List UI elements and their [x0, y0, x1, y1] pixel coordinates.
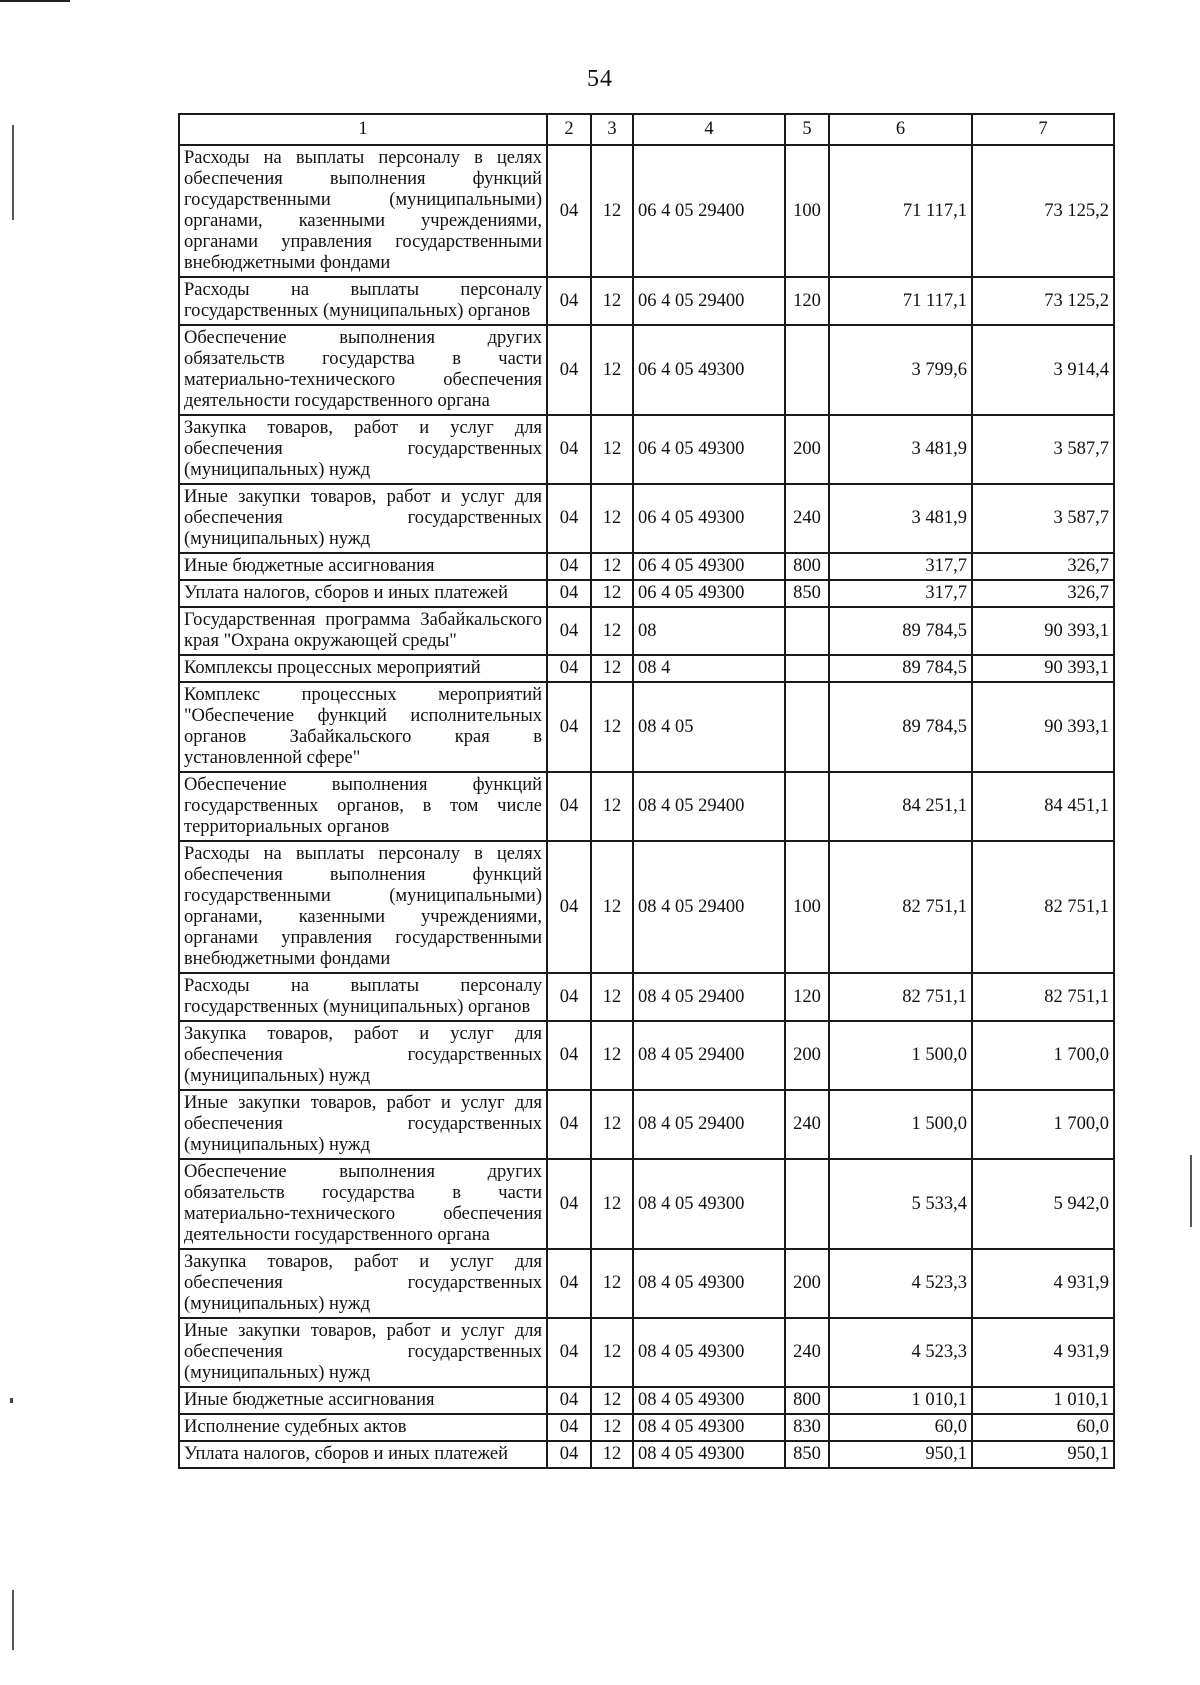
row-amount-year1-cell: 89 784,5 — [829, 655, 972, 682]
row-amount-year2-cell: 90 393,1 — [972, 655, 1114, 682]
row-expense-type-cell: 850 — [785, 580, 829, 607]
row-expense-type-cell — [785, 655, 829, 682]
row-target-article-cell: 08 4 05 — [633, 682, 785, 772]
row-name-cell: Исполнение судебных актов — [179, 1414, 547, 1441]
table-row — [179, 580, 1114, 607]
row-amount-year2-cell: 84 451,1 — [972, 772, 1114, 841]
scan-margin-line — [12, 125, 14, 220]
row-section-cell: 04 — [547, 655, 591, 682]
row-target-article-cell: 08 4 05 49300 — [633, 1159, 785, 1249]
row-amount-year1-cell: 950,1 — [829, 1441, 972, 1468]
table-row — [179, 1441, 1114, 1468]
table-row — [179, 1249, 1114, 1318]
column-header: 4 — [633, 114, 785, 145]
row-subsection-cell: 12 — [591, 655, 633, 682]
scan-margin-line — [12, 1590, 14, 1650]
row-expense-type-cell — [785, 772, 829, 841]
row-subsection-cell: 12 — [591, 1090, 633, 1159]
row-expense-type-cell — [785, 325, 829, 415]
row-subsection-cell: 12 — [591, 1249, 633, 1318]
table-row — [179, 325, 1114, 415]
row-section-cell: 04 — [547, 415, 591, 484]
row-expense-type-cell: 800 — [785, 553, 829, 580]
row-subsection-cell: 12 — [591, 145, 633, 277]
row-name-cell: Обеспечение выполнения других обязательств государства в части материально-технического обеспечения деятельности государственного органа — [179, 1159, 547, 1249]
table-row — [179, 1021, 1114, 1090]
row-amount-year1-cell: 82 751,1 — [829, 841, 972, 973]
row-subsection-cell: 12 — [591, 553, 633, 580]
row-subsection-cell: 12 — [591, 1021, 633, 1090]
row-target-article-cell: 08 4 05 29400 — [633, 1090, 785, 1159]
row-amount-year1-cell: 89 784,5 — [829, 607, 972, 655]
row-target-article-cell: 08 4 — [633, 655, 785, 682]
row-amount-year2-cell: 60,0 — [972, 1414, 1114, 1441]
row-amount-year2-cell: 4 931,9 — [972, 1318, 1114, 1387]
row-target-article-cell: 08 4 05 49300 — [633, 1249, 785, 1318]
row-name-cell: Расходы на выплаты персоналу государственных (муниципальных) органов — [179, 277, 547, 325]
row-target-article-cell: 06 4 05 49300 — [633, 580, 785, 607]
row-section-cell: 04 — [547, 1318, 591, 1387]
row-name-cell: Иные закупки товаров, работ и услуг для обеспечения государственных (муниципальных) нужд — [179, 1318, 547, 1387]
column-header: 7 — [972, 114, 1114, 145]
row-section-cell: 04 — [547, 841, 591, 973]
row-amount-year2-cell: 326,7 — [972, 553, 1114, 580]
page-number: 54 — [587, 66, 613, 92]
row-amount-year2-cell: 73 125,2 — [972, 145, 1114, 277]
row-amount-year1-cell: 82 751,1 — [829, 973, 972, 1021]
row-subsection-cell: 12 — [591, 484, 633, 553]
table-row — [179, 1318, 1114, 1387]
row-amount-year2-cell: 82 751,1 — [972, 841, 1114, 973]
row-target-article-cell: 06 4 05 29400 — [633, 277, 785, 325]
row-expense-type-cell: 200 — [785, 1021, 829, 1090]
row-section-cell: 04 — [547, 277, 591, 325]
row-subsection-cell: 12 — [591, 1318, 633, 1387]
row-name-cell: Иные бюджетные ассигнования — [179, 553, 547, 580]
column-header: 6 — [829, 114, 972, 145]
row-expense-type-cell: 240 — [785, 1318, 829, 1387]
table-row — [179, 655, 1114, 682]
row-name-cell: Иные закупки товаров, работ и услуг для обеспечения государственных (муниципальных) нужд — [179, 1090, 547, 1159]
row-name-cell: Комплекс процессных мероприятий "Обеспечение функций исполнительных органов Забайкальского края в установленной сфере" — [179, 682, 547, 772]
row-amount-year2-cell: 73 125,2 — [972, 277, 1114, 325]
row-amount-year1-cell: 317,7 — [829, 553, 972, 580]
row-section-cell: 04 — [547, 1441, 591, 1468]
row-subsection-cell: 12 — [591, 1387, 633, 1414]
row-amount-year2-cell: 1 700,0 — [972, 1021, 1114, 1090]
row-section-cell: 04 — [547, 772, 591, 841]
row-subsection-cell: 12 — [591, 325, 633, 415]
row-subsection-cell: 12 — [591, 841, 633, 973]
row-amount-year2-cell: 326,7 — [972, 580, 1114, 607]
row-expense-type-cell: 240 — [785, 1090, 829, 1159]
table-body — [179, 145, 1114, 1468]
row-amount-year1-cell: 60,0 — [829, 1414, 972, 1441]
row-section-cell: 04 — [547, 553, 591, 580]
scan-corner-mark — [0, 0, 70, 2]
scan-speck — [10, 1398, 13, 1403]
row-target-article-cell: 08 4 05 49300 — [633, 1318, 785, 1387]
row-amount-year1-cell: 1 010,1 — [829, 1387, 972, 1414]
row-section-cell: 04 — [547, 1021, 591, 1090]
row-target-article-cell: 06 4 05 29400 — [633, 145, 785, 277]
row-subsection-cell: 12 — [591, 1441, 633, 1468]
table-row — [179, 415, 1114, 484]
row-subsection-cell: 12 — [591, 607, 633, 655]
row-name-cell: Государственная программа Забайкальского края "Охрана окружающей среды" — [179, 607, 547, 655]
row-target-article-cell: 08 4 05 49300 — [633, 1441, 785, 1468]
row-target-article-cell: 08 — [633, 607, 785, 655]
row-expense-type-cell: 200 — [785, 1249, 829, 1318]
table-row — [179, 973, 1114, 1021]
scan-margin-line — [1190, 1155, 1192, 1227]
row-target-article-cell: 08 4 05 29400 — [633, 841, 785, 973]
table-header-row — [179, 114, 1114, 145]
table-row — [179, 1414, 1114, 1441]
row-section-cell: 04 — [547, 1090, 591, 1159]
row-section-cell: 04 — [547, 607, 591, 655]
row-expense-type-cell — [785, 1159, 829, 1249]
row-amount-year2-cell: 3 914,4 — [972, 325, 1114, 415]
row-amount-year2-cell: 90 393,1 — [972, 607, 1114, 655]
row-expense-type-cell: 800 — [785, 1387, 829, 1414]
row-section-cell: 04 — [547, 325, 591, 415]
row-expense-type-cell: 850 — [785, 1441, 829, 1468]
row-amount-year1-cell: 84 251,1 — [829, 772, 972, 841]
row-subsection-cell: 12 — [591, 973, 633, 1021]
row-expense-type-cell — [785, 607, 829, 655]
row-name-cell: Закупка товаров, работ и услуг для обеспечения государственных (муниципальных) нужд — [179, 1021, 547, 1090]
row-target-article-cell: 08 4 05 49300 — [633, 1414, 785, 1441]
row-name-cell: Расходы на выплаты персоналу в целях обеспечения выполнения функций государственными (муниципальными) органами, казенными учреждениями, органами управления государственными внебюджетными фондами — [179, 145, 547, 277]
row-target-article-cell: 06 4 05 49300 — [633, 484, 785, 553]
row-expense-type-cell: 120 — [785, 277, 829, 325]
row-amount-year2-cell: 1 010,1 — [972, 1387, 1114, 1414]
table-row — [179, 841, 1114, 973]
row-name-cell: Иные бюджетные ассигнования — [179, 1387, 547, 1414]
row-expense-type-cell: 200 — [785, 415, 829, 484]
row-name-cell: Обеспечение выполнения других обязательств государства в части материально-технического обеспечения деятельности государственного органа — [179, 325, 547, 415]
row-section-cell: 04 — [547, 580, 591, 607]
budget-table — [178, 113, 1115, 1469]
row-amount-year1-cell: 3 481,9 — [829, 415, 972, 484]
row-amount-year2-cell: 3 587,7 — [972, 415, 1114, 484]
row-subsection-cell: 12 — [591, 1414, 633, 1441]
row-target-article-cell: 08 4 05 29400 — [633, 1021, 785, 1090]
table-row — [179, 1090, 1114, 1159]
row-amount-year2-cell: 5 942,0 — [972, 1159, 1114, 1249]
row-target-article-cell: 08 4 05 29400 — [633, 973, 785, 1021]
row-target-article-cell: 06 4 05 49300 — [633, 553, 785, 580]
row-section-cell: 04 — [547, 484, 591, 553]
row-amount-year1-cell: 89 784,5 — [829, 682, 972, 772]
row-subsection-cell: 12 — [591, 580, 633, 607]
row-subsection-cell: 12 — [591, 415, 633, 484]
row-name-cell: Закупка товаров, работ и услуг для обеспечения государственных (муниципальных) нужд — [179, 1249, 547, 1318]
row-amount-year2-cell: 1 700,0 — [972, 1090, 1114, 1159]
table-row — [179, 607, 1114, 655]
row-subsection-cell: 12 — [591, 682, 633, 772]
row-amount-year1-cell: 4 523,3 — [829, 1318, 972, 1387]
row-amount-year1-cell: 1 500,0 — [829, 1021, 972, 1090]
row-expense-type-cell: 240 — [785, 484, 829, 553]
row-amount-year2-cell: 950,1 — [972, 1441, 1114, 1468]
row-expense-type-cell: 100 — [785, 841, 829, 973]
row-amount-year1-cell: 71 117,1 — [829, 145, 972, 277]
column-header: 2 — [547, 114, 591, 145]
row-subsection-cell: 12 — [591, 277, 633, 325]
row-name-cell: Иные закупки товаров, работ и услуг для обеспечения государственных (муниципальных) нужд — [179, 484, 547, 553]
column-header: 3 — [591, 114, 633, 145]
row-expense-type-cell: 120 — [785, 973, 829, 1021]
row-subsection-cell: 12 — [591, 772, 633, 841]
table-row — [179, 682, 1114, 772]
row-section-cell: 04 — [547, 1387, 591, 1414]
row-amount-year1-cell: 317,7 — [829, 580, 972, 607]
row-amount-year1-cell: 5 533,4 — [829, 1159, 972, 1249]
row-amount-year1-cell: 71 117,1 — [829, 277, 972, 325]
row-target-article-cell: 08 4 05 29400 — [633, 772, 785, 841]
row-amount-year2-cell: 3 587,7 — [972, 484, 1114, 553]
row-name-cell: Расходы на выплаты персоналу государственных (муниципальных) органов — [179, 973, 547, 1021]
row-amount-year1-cell: 3 799,6 — [829, 325, 972, 415]
row-target-article-cell: 06 4 05 49300 — [633, 325, 785, 415]
row-name-cell: Закупка товаров, работ и услуг для обеспечения государственных (муниципальных) нужд — [179, 415, 547, 484]
table-row — [179, 553, 1114, 580]
row-amount-year2-cell: 4 931,9 — [972, 1249, 1114, 1318]
row-amount-year2-cell: 82 751,1 — [972, 973, 1114, 1021]
row-name-cell: Обеспечение выполнения функций государственных органов, в том числе территориальных органов — [179, 772, 547, 841]
row-name-cell: Уплата налогов, сборов и иных платежей — [179, 580, 547, 607]
row-section-cell: 04 — [547, 1414, 591, 1441]
table-row — [179, 772, 1114, 841]
row-amount-year1-cell: 3 481,9 — [829, 484, 972, 553]
row-amount-year1-cell: 4 523,3 — [829, 1249, 972, 1318]
row-amount-year2-cell: 90 393,1 — [972, 682, 1114, 772]
row-name-cell: Комплексы процессных мероприятий — [179, 655, 547, 682]
row-expense-type-cell: 100 — [785, 145, 829, 277]
row-amount-year1-cell: 1 500,0 — [829, 1090, 972, 1159]
row-target-article-cell: 08 4 05 49300 — [633, 1387, 785, 1414]
row-section-cell: 04 — [547, 145, 591, 277]
row-target-article-cell: 06 4 05 49300 — [633, 415, 785, 484]
table-row — [179, 277, 1114, 325]
row-expense-type-cell — [785, 682, 829, 772]
column-header: 1 — [179, 114, 547, 145]
row-section-cell: 04 — [547, 682, 591, 772]
row-section-cell: 04 — [547, 973, 591, 1021]
table-row — [179, 145, 1114, 277]
table-row — [179, 1159, 1114, 1249]
table-row — [179, 484, 1114, 553]
row-expense-type-cell: 830 — [785, 1414, 829, 1441]
row-name-cell: Расходы на выплаты персоналу в целях обеспечения выполнения функций государственными (муниципальными) органами, казенными учреждениями, органами управления государственными внебюджетными фондами — [179, 841, 547, 973]
row-name-cell: Уплата налогов, сборов и иных платежей — [179, 1441, 547, 1468]
row-section-cell: 04 — [547, 1249, 591, 1318]
row-subsection-cell: 12 — [591, 1159, 633, 1249]
table-row — [179, 1387, 1114, 1414]
row-section-cell: 04 — [547, 1159, 591, 1249]
column-header: 5 — [785, 114, 829, 145]
